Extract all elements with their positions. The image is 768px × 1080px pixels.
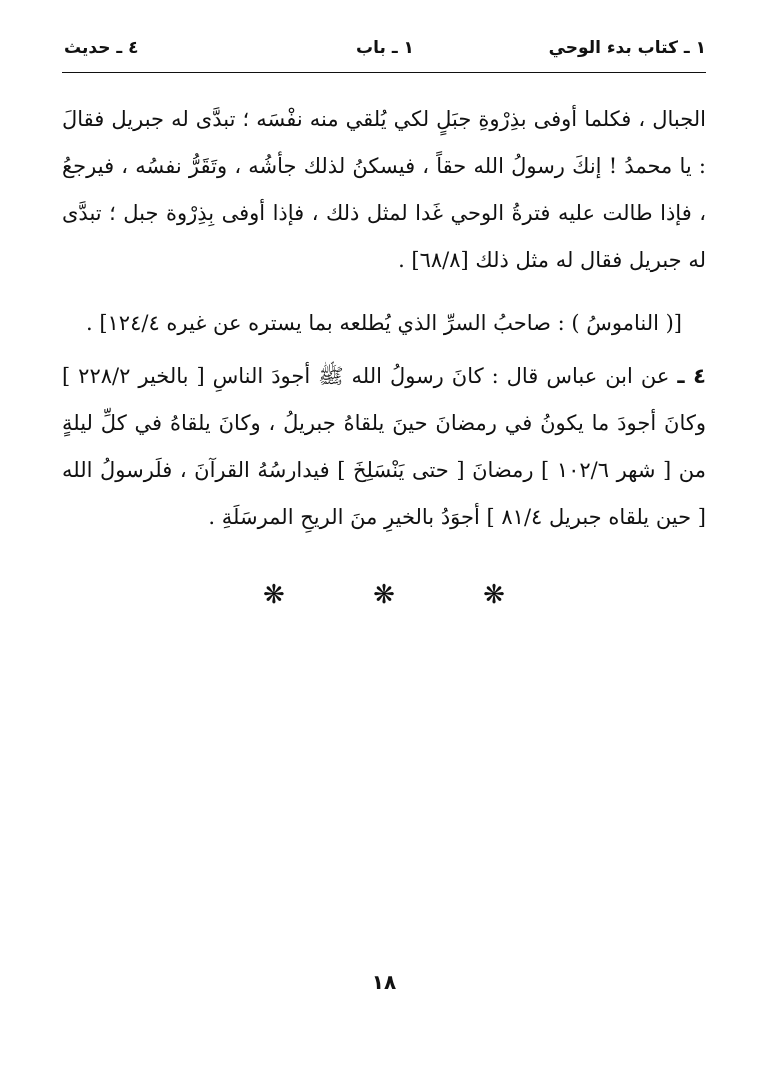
paragraph-gloss: [( الناموسُ ) : صاحبُ السرِّ الذي يُطلعه بما يستره عن غيره ١٢٤/٤] . — [85, 311, 682, 335]
page-number: ١٨ — [371, 970, 397, 994]
hadith-text: عن ابن عباس قال : كانَ رسولُ الله ﷺ أجودَ الناسِ [ بالخير ٢٢٨/٢ ] وكانَ أجودَ ما يكونُ في رمضانَ حينَ يلقاهُ جبريلُ ، وكانَ يلقاهُ في كلِّ ليلةٍ من [ شهر ١٠٢/٦ ] رمضانَ [ حتى يَنْسَلِخَ ] فيدارسُهُ القرآنَ ، فلَرسولُ الله [ حين يلقاه جبريل ٨١/٤ ] أجوَدُ بالخيرِ منَ الريحِ المرسَلَةِ . — [62, 364, 706, 529]
hadith-number: ٤ ـ — [677, 364, 706, 388]
header-hadith-number: ٤ ـ حديث — [64, 38, 139, 58]
running-header — [64, 38, 706, 68]
header-book-title: ١ ـ كتاب بدء الوحي — [548, 38, 706, 58]
page-body — [62, 96, 706, 541]
header-rule — [62, 72, 706, 73]
header-chapter: ١ ـ باب — [356, 38, 414, 58]
section-separator-stars: ❋ ❋ ❋ — [263, 580, 545, 610]
paragraph-hadith-4 — [62, 353, 706, 541]
paragraph-continuation: الجبال ، فكلما أوفى بذِرْوةِ جبَلٍ لكي يُلقي منه نفْسَه ؛ تبدَّى له جبريل فقالَ : يا محمدُ ! إنكَ رسولُ الله حقاً ، فيسكنُ لذلك جأشُه ، وتَقَرُّ نفسُه ، فيرجعُ ، فإذا طالت عليه فترةُ الوحي غَدا لمثل ذلك ، فإذا أوفى بِذِرْوة جبل ؛ تبدَّى له جبريل فقال له مثل ذلك [٦٨/٨] . — [62, 107, 706, 272]
